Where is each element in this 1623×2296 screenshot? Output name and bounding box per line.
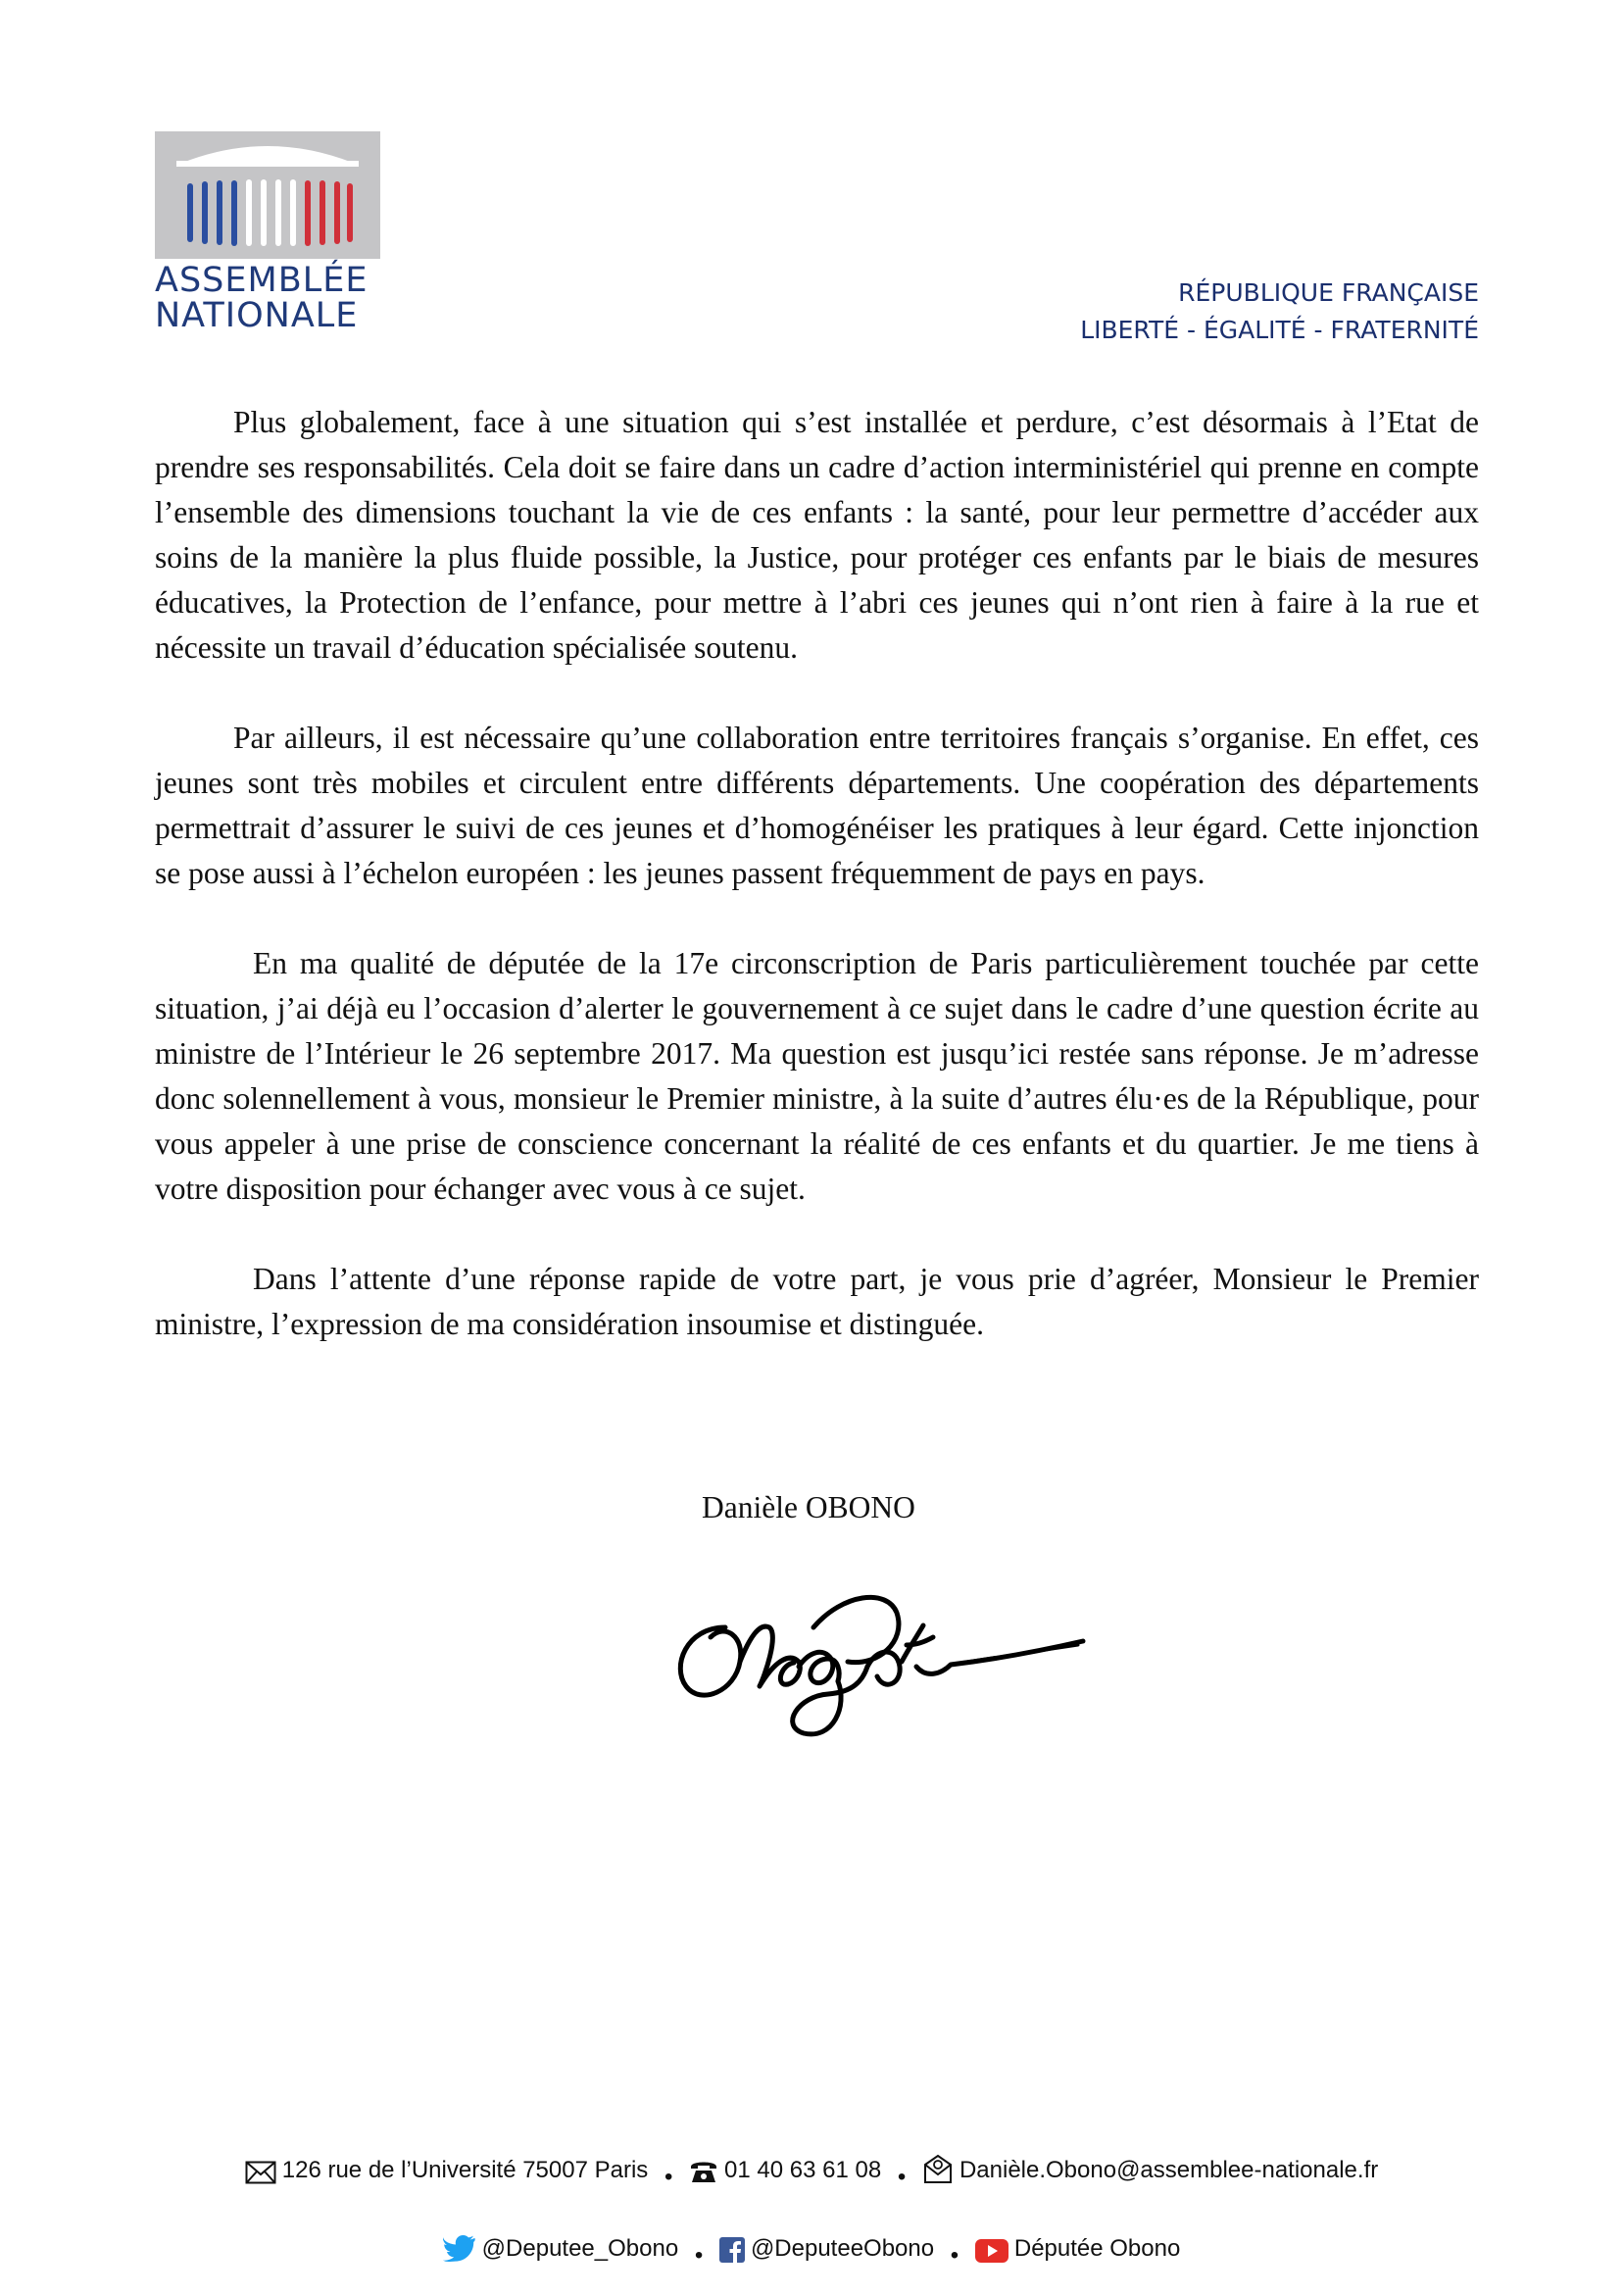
- twitter-handle[interactable]: @Deputee_Obono: [481, 2235, 679, 2262]
- separator: •: [897, 2164, 907, 2190]
- signatory-name: Danièle OBONO: [702, 1490, 915, 1524]
- facebook-icon: [719, 2237, 745, 2263]
- letter-body: [155, 400, 1479, 1392]
- youtube-channel[interactable]: Députée Obono: [1013, 2235, 1181, 2262]
- separator: •: [950, 2242, 959, 2269]
- paragraph-2: Par ailleurs, il est nécessaire qu’une collaboration entre territoires français s’organise. En effet, ces jeunes sont très mobiles et circulent entre différents départements. Une coopération des départements permettrait d’assurer le suivi de ces jeunes et d’homogénéiser les pratiques à leur égard. Cette injonction se pose aussi à l’échelon européen : les jeunes passent fréquemment de pays en pays.: [155, 721, 1479, 890]
- address-text: 126 rue de l’Université 75007 Paris: [281, 2157, 649, 2183]
- footer-twitter[interactable]: [443, 2235, 679, 2263]
- logo-emblem: [155, 131, 380, 259]
- separator: •: [664, 2164, 673, 2190]
- logo-line-2: NATIONALE: [155, 296, 359, 335]
- assemblee-nationale-logo: [155, 131, 380, 333]
- footer-phone: [689, 2157, 881, 2184]
- logo-text: [155, 263, 380, 333]
- separator: •: [694, 2242, 704, 2269]
- paragraph-1: Plus globalement, face à une situation qui s’est installée et perdure, c’est désormais à l’Etat de prendre ses responsabilités. Cela doit se faire dans un cadre d’action interministériel qui prenne en compte l’ensemble des dimensions touchant la vie de ces enfants : la santé, pour leur permettre d’accéder aux soins de la manière la plus fluide possible, la Justice, pour protéger ces enfants par le biais de mesures éducatives, la Protection de l’enfance, pour mettre à l’abri ces jeunes qui n’ont rien à faire à la rue et nécessite un travail d’éducation spécialisée soutenu.: [155, 405, 1479, 665]
- republic-motto: LIBERTÉ - ÉGALITÉ - FRATERNITÉ: [1080, 316, 1479, 344]
- email-icon: [922, 2153, 954, 2184]
- footer-facebook[interactable]: [719, 2235, 934, 2263]
- facebook-handle[interactable]: @DeputeeObono: [750, 2235, 935, 2262]
- envelope-icon: [245, 2161, 276, 2184]
- republic-title: RÉPUBLIQUE FRANÇAISE: [1178, 278, 1479, 307]
- twitter-icon: [443, 2235, 476, 2263]
- logo-line-1: ASSEMBLÉE: [155, 261, 369, 300]
- footer-contact-line: [0, 2153, 1623, 2191]
- footer-address: [245, 2157, 649, 2184]
- republic-header: [1080, 275, 1479, 349]
- phone-icon: [689, 2159, 718, 2184]
- handwritten-signature: [666, 1569, 1098, 1750]
- hemicycle-icon: [155, 131, 380, 259]
- email-text[interactable]: Danièle.Obono@assemblee-nationale.fr: [959, 2157, 1379, 2183]
- paragraph-4: Dans l’attente d’une réponse rapide de votre part, je vous prie d’agréer, Monsieur le Premier ministre, l’expression de ma considération insoumise et distinguée.: [155, 1262, 1479, 1341]
- phone-text: 01 40 63 61 08: [724, 2157, 882, 2183]
- footer-email[interactable]: [922, 2153, 1378, 2184]
- footer-youtube[interactable]: [975, 2235, 1180, 2263]
- youtube-icon: [975, 2239, 1008, 2263]
- paragraph-3: En ma qualité de députée de la 17e circonscription de Paris particulièrement touchée par cette situation, j’ai déjà eu l’occasion d’alerter le gouvernement à ce sujet dans le cadre d’une question écrite au ministre de l’Intérieur le 26 septembre 2017. Ma question est jusqu’ici restée sans réponse. Je m’adresse donc solennellement à vous, monsieur le Premier ministre, à la suite d’autres élu·es de la République, pour vous appeler à une prise de conscience concernant la réalité de ces enfants et du quartier. Je me tiens à votre disposition pour échanger avec vous à ce sujet.: [155, 946, 1479, 1206]
- footer-social-line: [0, 2235, 1623, 2270]
